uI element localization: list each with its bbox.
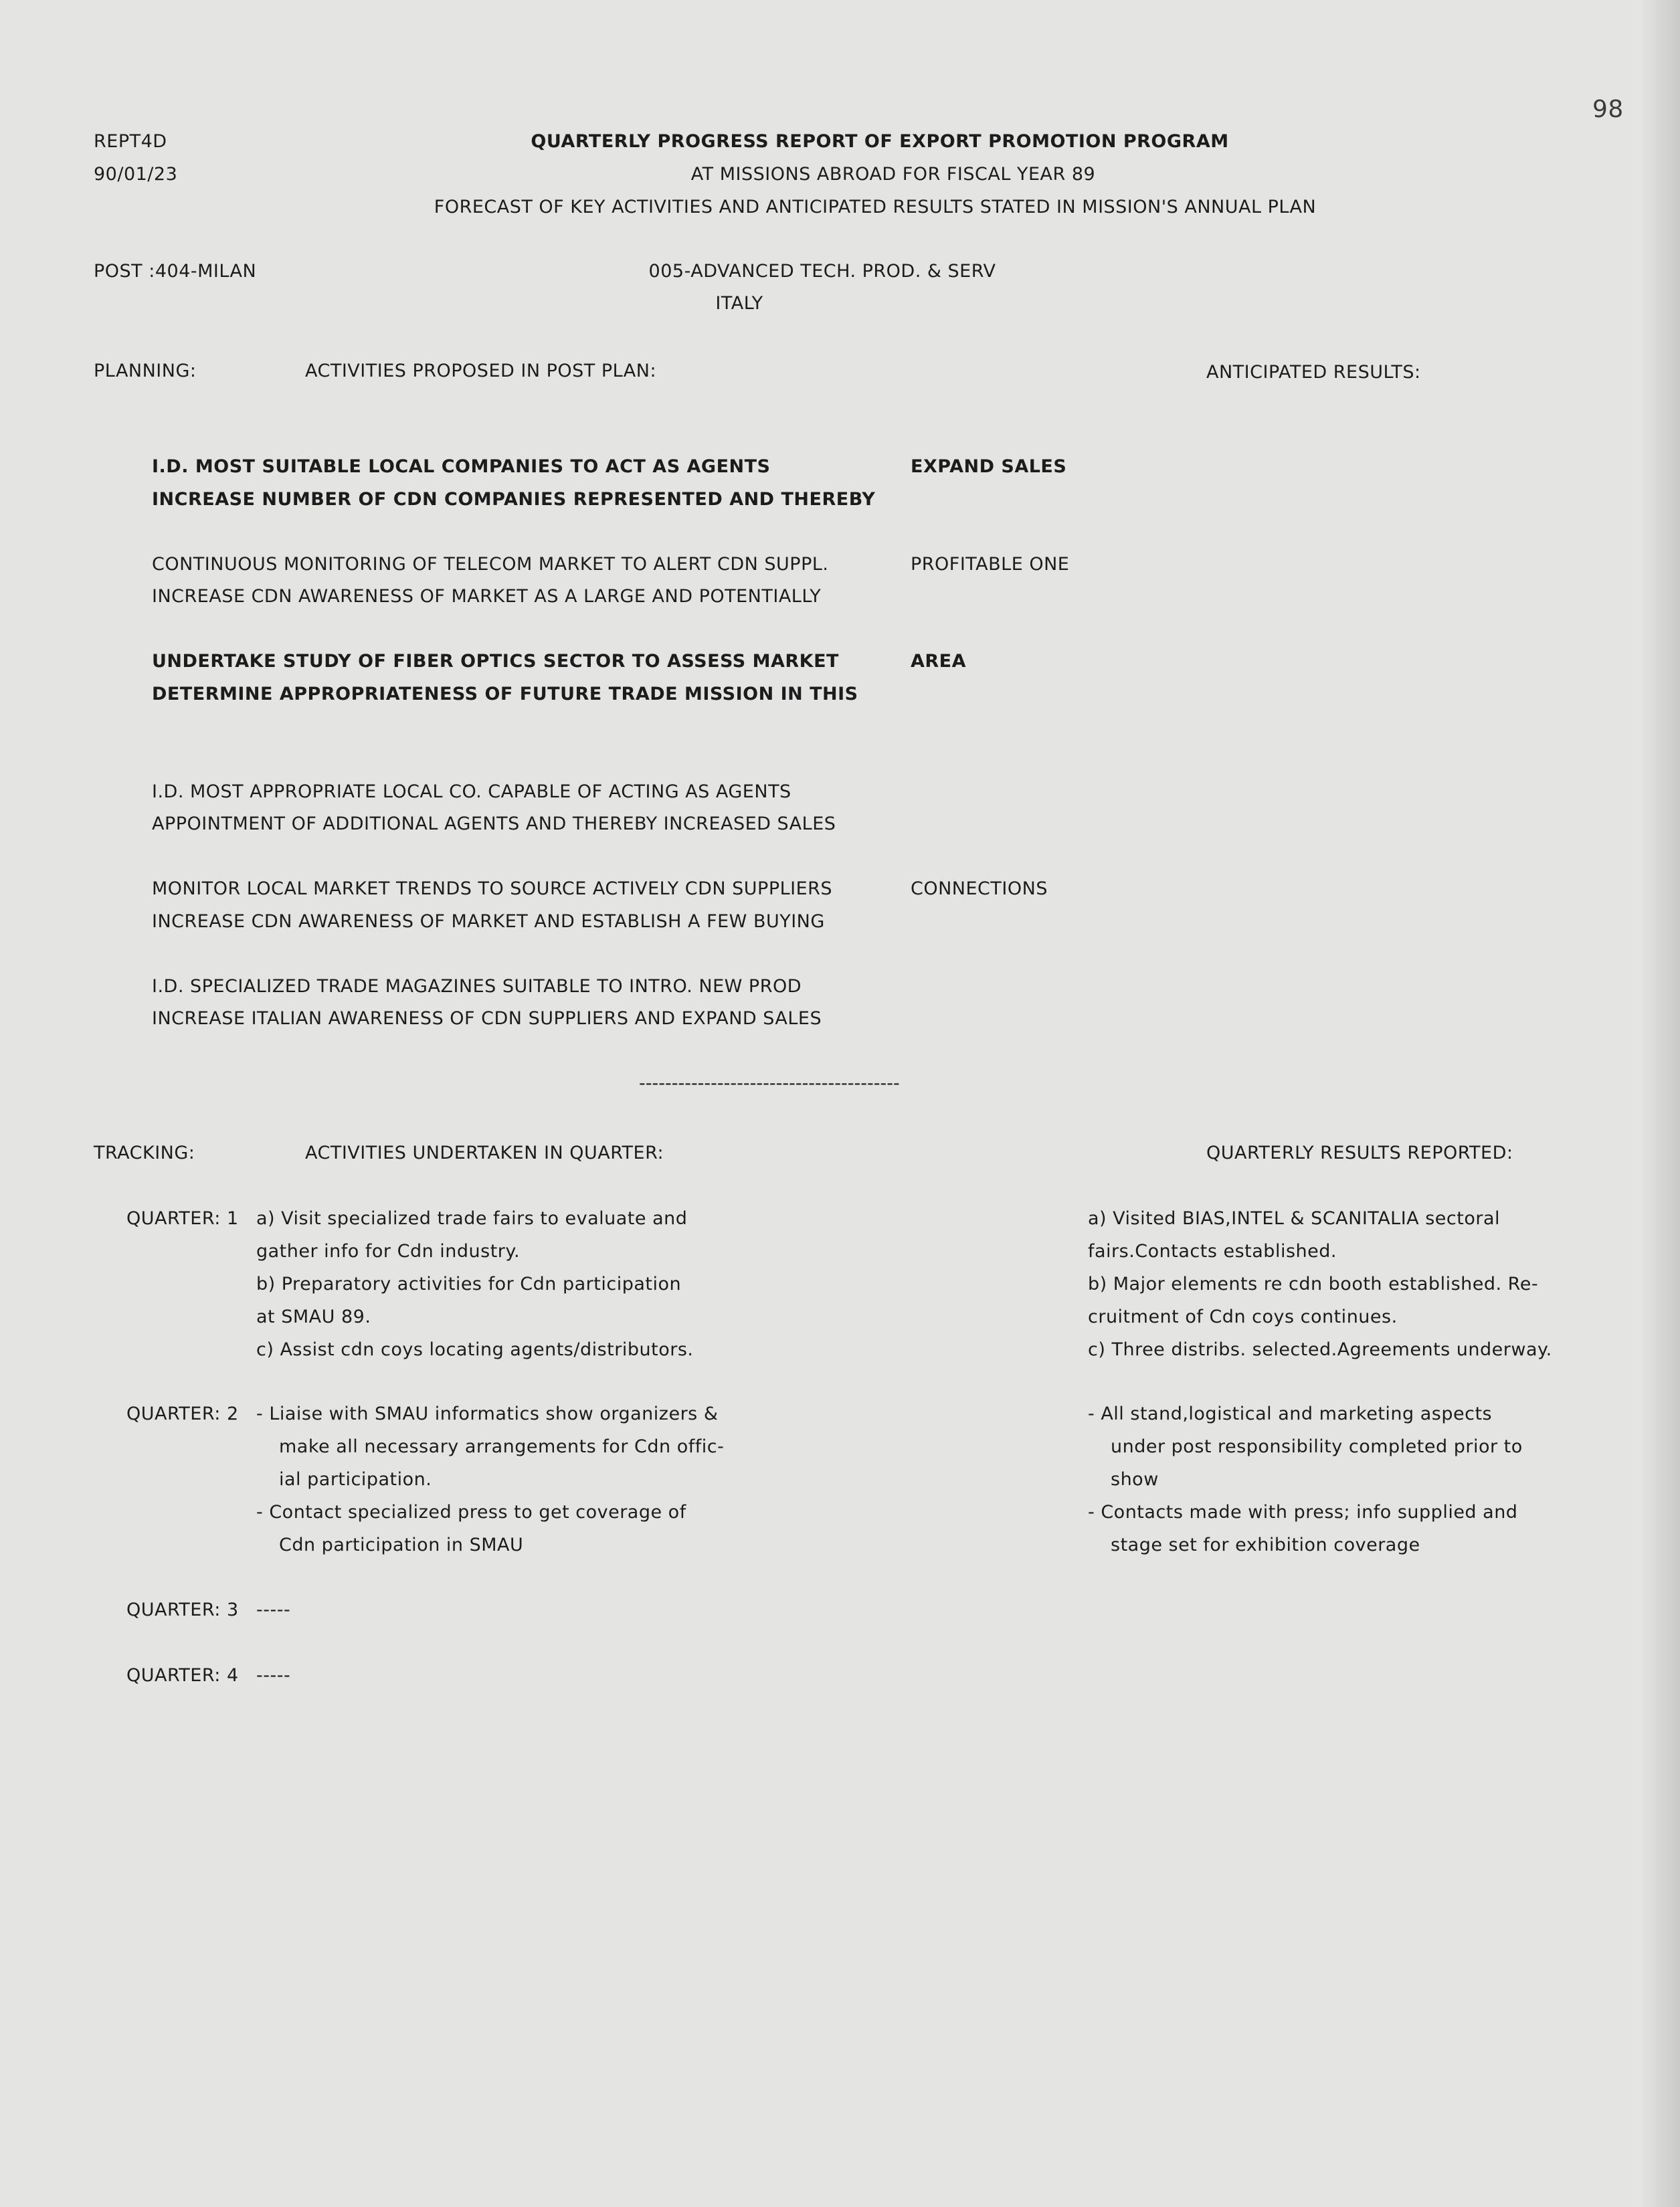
planned-activity-line: APPOINTMENT OF ADDITIONAL AGENTS AND THEREBY INCREASED SALES [152, 813, 836, 834]
anticipated-results-heading: ANTICIPATED RESULTS: [1206, 362, 1421, 383]
planned-activity-line: UNDERTAKE STUDY OF FIBER OPTICS SECTOR TO ASSESS MARKET [152, 651, 839, 672]
planned-activity-line: I.D. SPECIALIZED TRADE MAGAZINES SUITABLE TO INTRO. NEW PROD [152, 976, 802, 997]
q1-result-line: b) Major elements re cdn booth established. Re- [1088, 1274, 1539, 1294]
report-title-line1: QUARTERLY PROGRESS REPORT OF EXPORT PROMOTION PROGRAM [531, 131, 1229, 152]
q1-activity-line: at SMAU 89. [256, 1307, 371, 1327]
q1-result-line: a) Visited BIAS,INTEL & SCANITALIA sectoral [1088, 1208, 1501, 1229]
planning-activities-heading: ACTIVITIES PROPOSED IN POST PLAN: [305, 361, 657, 381]
tracking-label: TRACKING: [94, 1143, 195, 1163]
planning-label: PLANNING: [94, 361, 197, 381]
q2-activity-line: Cdn participation in SMAU [279, 1535, 524, 1555]
anticipated-result: PROFITABLE ONE [911, 554, 1070, 575]
anticipated-result: AREA [911, 651, 967, 672]
quarter-2-label: QUARTER: 2 [126, 1404, 239, 1424]
report-date: 90/01/23 [94, 164, 178, 185]
q1-result-line: cruitment of Cdn coys continues. [1088, 1307, 1398, 1327]
quarter-3-label: QUARTER: 3 [126, 1600, 239, 1620]
q1-result-line: c) Three distribs. selected.Agreements underway. [1088, 1339, 1552, 1360]
q1-activity-line: b) Preparatory activities for Cdn participation [256, 1274, 682, 1294]
planned-activity-line: I.D. MOST APPROPRIATE LOCAL CO. CAPABLE OF ACTING AS AGENTS [152, 781, 791, 802]
planned-activity-line: INCREASE CDN AWARENESS OF MARKET AS A LARGE AND POTENTIALLY [152, 586, 822, 607]
report-id: REPT4D [94, 131, 167, 152]
q2-activity-line: make all necessary arrangements for Cdn offic- [279, 1436, 725, 1457]
section-divider: ---------------------------------------- [639, 1073, 900, 1094]
q2-activity-line: - Contact specialized press to get coverage of [256, 1502, 686, 1523]
anticipated-result: CONNECTIONS [911, 878, 1048, 899]
quarter-3-value: ----- [256, 1600, 291, 1620]
country-label: ITALY [715, 293, 763, 314]
quarter-1-label: QUARTER: 1 [126, 1208, 239, 1229]
q1-activity-line: gather info for Cdn industry. [256, 1241, 521, 1262]
anticipated-result: EXPAND SALES [911, 456, 1067, 477]
q2-activity-line: - Liaise with SMAU informatics show organizers & [256, 1404, 719, 1424]
q2-result-line: show [1111, 1469, 1159, 1490]
sector-label: 005-ADVANCED TECH. PROD. & SERV [648, 261, 996, 282]
page-edge-shadow [1640, 0, 1680, 2207]
report-title-line2: AT MISSIONS ABROAD FOR FISCAL YEAR 89 [690, 164, 1096, 185]
quarterly-results-heading: QUARTERLY RESULTS REPORTED: [1206, 1143, 1513, 1163]
planned-activity-line: INCREASE NUMBER OF CDN COMPANIES REPRESENTED AND THEREBY [152, 489, 876, 510]
planned-activity-line: CONTINUOUS MONITORING OF TELECOM MARKET TO ALERT CDN SUPPL. [152, 554, 829, 575]
planned-activity-line: INCREASE CDN AWARENESS OF MARKET AND ESTABLISH A FEW BUYING [152, 911, 825, 932]
q2-result-line: under post responsibility completed prior to [1111, 1436, 1523, 1457]
report-title-line3: FORECAST OF KEY ACTIVITIES AND ANTICIPATED RESULTS STATED IN MISSION'S ANNUAL PLAN [434, 197, 1317, 217]
q1-activity-line: c) Assist cdn coys locating agents/distributors. [256, 1339, 694, 1360]
q2-result-line: - All stand,logistical and marketing aspects [1088, 1404, 1493, 1424]
bleed-through-text [549, 155, 555, 176]
q2-result-line: stage set for exhibition coverage [1111, 1535, 1420, 1555]
quarter-4-label: QUARTER: 4 [126, 1665, 239, 1686]
planned-activity-line: DETERMINE APPROPRIATENESS OF FUTURE TRADE MISSION IN THIS [152, 684, 858, 704]
quarter-4-value: ----- [256, 1665, 291, 1686]
tracking-activities-heading: ACTIVITIES UNDERTAKEN IN QUARTER: [305, 1143, 664, 1163]
planned-activity-line: INCREASE ITALIAN AWARENESS OF CDN SUPPLIERS AND EXPAND SALES [152, 1008, 822, 1029]
q2-activity-line: ial participation. [279, 1469, 432, 1490]
planned-activity-line: I.D. MOST SUITABLE LOCAL COMPANIES TO ACT AS AGENTS [152, 456, 771, 477]
q1-activity-line: a) Visit specialized trade fairs to evaluate and [256, 1208, 688, 1229]
page-number: 98 [1592, 96, 1624, 123]
post-label: POST :404-MILAN [94, 261, 257, 282]
q2-result-line: - Contacts made with press; info supplied and [1088, 1502, 1518, 1523]
planned-activity-line: MONITOR LOCAL MARKET TRENDS TO SOURCE ACTIVELY CDN SUPPLIERS [152, 878, 833, 899]
q1-result-line: fairs.Contacts established. [1088, 1241, 1337, 1262]
